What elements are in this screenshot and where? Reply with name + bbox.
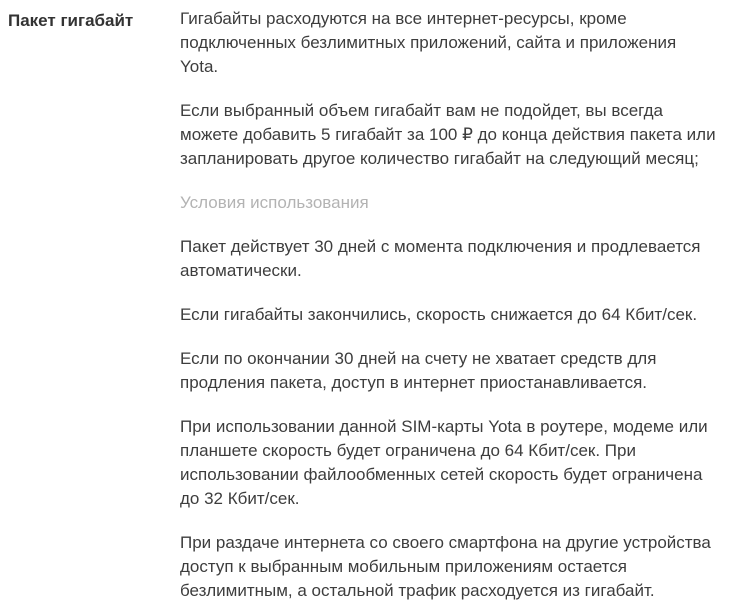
- paragraph-package-duration: Пакет действует 30 дней с момента подключения и продлевается автоматически.: [180, 237, 701, 280]
- paragraph-tethering: При раздаче интернета со своего смартфона на другие устройства доступ к выбранным мобильным приложениям остается безлимитным, а остальной трафик расходуется из гигабайт.: [180, 533, 711, 600]
- paragraph-sim-device-limits: При использовании данной SIM-карты Yota в роутере, модеме или планшете скорость будет ограничена до 64 Кбит/сек. При использовании файлообменных сетей скорость будет ограничена до 32 Кбит/сек.: [180, 417, 708, 508]
- paragraph-insufficient-funds: Если по окончании 30 дней на счету не хватает средств для продления пакета, доступ в интернет приостанавливается.: [180, 349, 657, 392]
- paragraph-add-gigabytes: Если выбранный объем гигабайт вам не подойдет, вы всегда можете добавить 5 гигабайт за 100 ₽ до конца действия пакета или запланировать другое количество гигабайт на следующий месяц;: [180, 101, 716, 168]
- section-content-column: [180, 7, 717, 603]
- paragraph-traffic-usage: Гигабайты расходуются на все интернет-ресурсы, кроме подключенных безлимитных приложений, сайта и приложения Yota.: [180, 9, 677, 76]
- paragraph-speed-reduction: Если гигабайты закончились, скорость снижается до 64 Кбит/сек.: [180, 305, 698, 324]
- subheading-usage-terms: Условия использования: [180, 193, 369, 212]
- section-label-column: [8, 7, 180, 33]
- section-title: Пакет гигабайт: [8, 11, 134, 30]
